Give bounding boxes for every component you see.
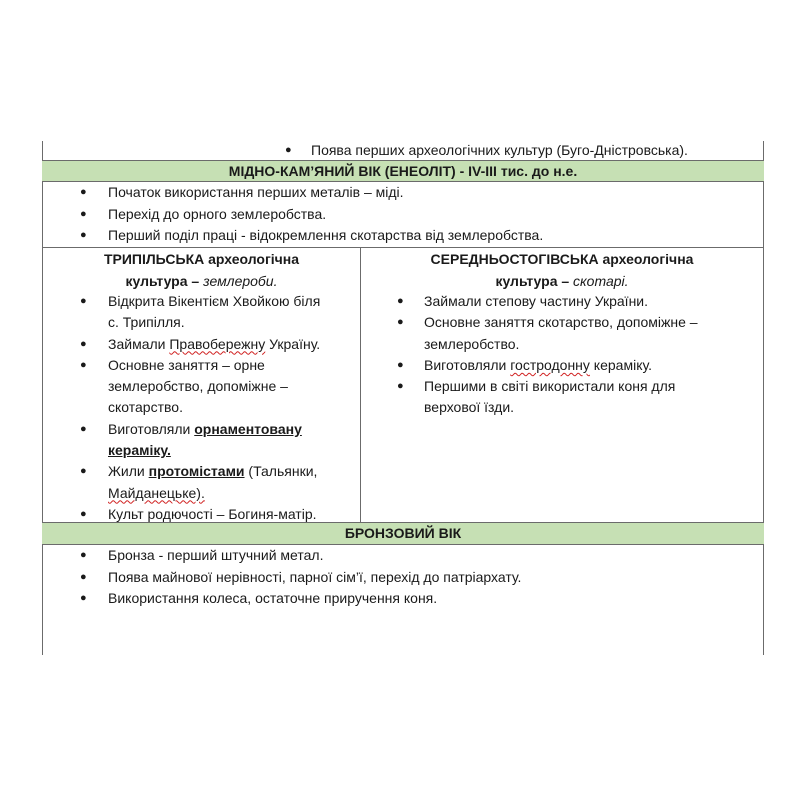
trypillia-item-3-line1: Основне заняття – орне <box>108 356 265 373</box>
trypillia-item-5-bold: протомістами <box>148 463 245 480</box>
trypillia-item-5-post: (Тальянки, <box>244 463 318 480</box>
list-item <box>42 567 764 589</box>
bullet-icon: ● <box>80 465 87 478</box>
serednii-stih-item-3-pre: Виготовляли <box>424 356 511 373</box>
serednii-stih-heading-italic: скотарі. <box>569 272 629 289</box>
list-item <box>42 225 764 247</box>
trypillia-cell <box>43 249 360 292</box>
bullet-icon: ● <box>397 358 404 371</box>
list-item <box>42 588 764 610</box>
list-item <box>43 355 360 419</box>
trypillia-item-5-pre: Жили <box>108 463 149 480</box>
list-item <box>361 312 763 355</box>
list-item <box>42 545 764 567</box>
serednii-stih-item-4-line2: верхової їзди. <box>424 399 515 416</box>
trypillia-item-1-line2: с. Трипілля. <box>108 314 185 331</box>
bullet-icon: ● <box>285 144 292 156</box>
eneolith-item-3: Перший поділ праці - відокремлення скотарства від землеробства. <box>108 227 544 243</box>
list-item <box>43 291 360 334</box>
list-item <box>361 376 763 419</box>
trypillia-item-4-bold2: кераміку. <box>108 442 171 459</box>
bullet-icon: ● <box>80 229 87 241</box>
bullet-icon: ● <box>80 358 87 371</box>
list-item <box>42 182 764 204</box>
list-item <box>43 461 360 504</box>
list-item <box>43 334 360 355</box>
serednii-stih-item-2-line1: Основне заняття скотарство, допоміжне – <box>424 314 698 331</box>
trypillia-heading-bold: культура – <box>125 272 200 289</box>
trypillia-item-2-post: Україну. <box>265 335 321 352</box>
row-divider-3 <box>42 247 764 248</box>
trypillia-item-5-line2: Майданецьке). <box>108 484 205 501</box>
trypillia-item-2-pre: Займали <box>108 335 170 352</box>
bronze-item-2: Поява майнової нерівності, парної сім’ї, перехід до патріархату. <box>108 568 522 585</box>
bullet-icon: ● <box>80 592 87 604</box>
trypillia-item-6: Культ родючості – Богиня-матір. <box>108 505 317 522</box>
bullet-icon: ● <box>80 186 87 198</box>
top-item-text: Поява перших археологічних культур (Буго-Дністровська). <box>311 142 688 158</box>
serednii-stih-item-3-squig: гостродонну <box>510 356 590 373</box>
serednii-stih-item-1: Займали степову частину України. <box>424 293 649 309</box>
bullet-icon: ● <box>80 570 87 583</box>
trypillia-heading-line1: ТРИПІЛЬСЬКА археологічна <box>103 251 300 267</box>
serednii-stih-item-2-line2: землеробство. <box>424 335 520 352</box>
trypillia-heading <box>43 249 360 292</box>
eneolith-item-2: Перехід до орного землеробства. <box>108 205 327 222</box>
bullet-icon: ● <box>80 207 87 220</box>
eneolith-list <box>42 182 764 247</box>
serednii-stih-cell <box>361 249 763 292</box>
bullet-icon: ● <box>397 295 404 307</box>
trypillia-list <box>43 291 360 525</box>
trypillia-item-4-bold1: орнаментовану <box>194 420 302 437</box>
trypillia-heading-italic: землероби. <box>199 272 278 289</box>
bullet-icon: ● <box>397 380 404 393</box>
list-item <box>361 291 763 312</box>
serednii-stih-heading-line1: СЕРЕДНЬОСТОГІВСЬКА археологічна <box>430 251 694 267</box>
trypillia-item-3-line3: скотарство. <box>108 399 183 416</box>
trypillia-item-4-pre: Виготовляли <box>108 420 195 437</box>
serednii-stih-heading <box>361 249 763 292</box>
bronze-item-3: Використання колеса, остаточне приручення коня. <box>108 590 438 606</box>
list-item <box>43 419 360 462</box>
serednii-stih-list <box>361 291 763 419</box>
bronze-header: БРОНЗОВИЙ ВІК <box>42 523 764 544</box>
serednii-stih-item-3-post: кераміку. <box>589 356 652 373</box>
bullet-icon: ● <box>80 422 87 435</box>
bullet-icon: ● <box>80 507 87 520</box>
serednii-stih-item-4-line1: Першими в світі використали коня для <box>424 378 676 395</box>
bullet-icon: ● <box>80 295 87 307</box>
trypillia-item-2-squig: Правобережну <box>169 335 266 352</box>
bullet-icon: ● <box>80 337 87 350</box>
bullet-icon: ● <box>397 316 404 329</box>
bullet-icon: ● <box>80 549 87 561</box>
eneolith-header: МІДНО-КАМ’ЯНИЙ ВІК (ЕНЕОЛІТ) - IV-III тис. до н.е. <box>42 161 764 181</box>
bronze-item-1: Бронза - перший штучний метал. <box>108 547 324 563</box>
list-item <box>42 204 764 226</box>
list-item <box>361 355 763 376</box>
bronze-list <box>42 545 764 610</box>
trypillia-item-3-line2: землеробство, допоміжне – <box>108 378 288 395</box>
eneolith-item-1: Початок використання перших металів – міді. <box>108 184 404 200</box>
serednii-stih-heading-bold: культура – <box>495 272 570 289</box>
trypillia-item-1-line1: Відкрита Вікентієм Хвойкою біля <box>108 293 321 309</box>
